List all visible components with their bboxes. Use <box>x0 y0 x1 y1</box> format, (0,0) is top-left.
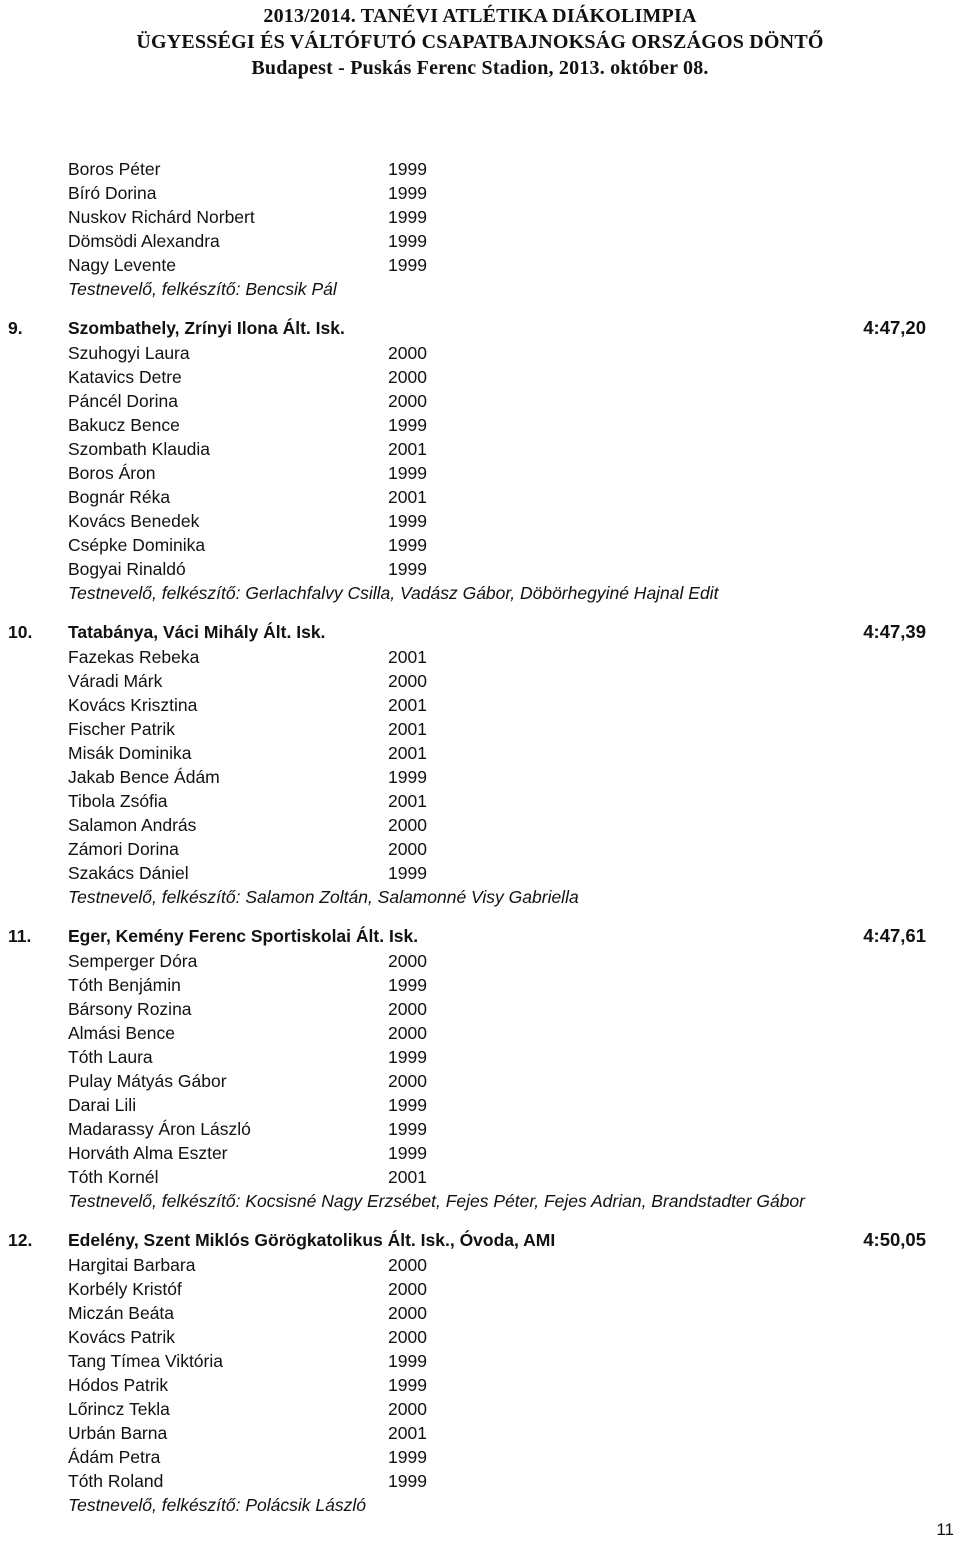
member-year: 2001 <box>388 439 427 459</box>
coach-row <box>0 885 960 909</box>
member-name: Szombath Klaudia <box>68 439 211 459</box>
coach-text: Testnevelő, felkészítő: Bencsik Pál <box>68 279 337 299</box>
team-header <box>0 1227 960 1253</box>
member-row <box>0 1045 960 1069</box>
member-row <box>0 997 960 1021</box>
member-name: Kovács Patrik <box>68 1327 175 1347</box>
team-block <box>0 315 960 605</box>
coach-row <box>0 1189 960 1213</box>
member-row <box>0 1253 960 1277</box>
team-name: Eger, Kemény Ferenc Sportiskolai Ált. Isk. <box>68 926 419 946</box>
member-row <box>0 645 960 669</box>
member-year: 1999 <box>388 559 427 579</box>
member-name: Pulay Mátyás Gábor <box>68 1071 227 1091</box>
member-year: 2001 <box>388 791 427 811</box>
member-row <box>0 229 960 253</box>
member-row <box>0 437 960 461</box>
member-name: Korbély Kristóf <box>68 1279 182 1299</box>
member-row <box>0 1397 960 1421</box>
member-year: 2000 <box>388 671 427 691</box>
member-year: 1999 <box>388 207 427 227</box>
coach-row <box>0 581 960 605</box>
member-year: 2001 <box>388 719 427 739</box>
team-time: 4:47,20 <box>863 317 926 338</box>
member-name: Tóth Roland <box>68 1471 164 1491</box>
member-name: Szakács Dániel <box>68 863 189 883</box>
team-header <box>0 923 960 949</box>
member-year: 1999 <box>388 255 427 275</box>
member-name: Misák Dominika <box>68 743 192 763</box>
member-year: 1999 <box>388 535 427 555</box>
member-year: 1999 <box>388 511 427 531</box>
member-name: Nuskov Richárd Norbert <box>68 207 255 227</box>
member-name: Kovács Krisztina <box>68 695 198 715</box>
member-row <box>0 1349 960 1373</box>
member-year: 2000 <box>388 1327 427 1347</box>
member-name: Váradi Márk <box>68 671 163 691</box>
member-year: 2000 <box>388 1023 427 1043</box>
member-name: Lőrincz Tekla <box>68 1399 170 1419</box>
member-year: 1999 <box>388 463 427 483</box>
team-block <box>0 619 960 909</box>
member-year: 1999 <box>388 1143 427 1163</box>
team-time: 4:47,61 <box>863 925 926 946</box>
team-header <box>0 315 960 341</box>
member-row <box>0 1165 960 1189</box>
member-name: Jakab Bence Ádám <box>68 767 220 787</box>
member-name: Hargitai Barbara <box>68 1255 196 1275</box>
member-row <box>0 533 960 557</box>
member-year: 2001 <box>388 1167 427 1187</box>
document-header <box>0 3 960 81</box>
member-row <box>0 1421 960 1445</box>
member-row <box>0 717 960 741</box>
member-name: Salamon András <box>68 815 197 835</box>
member-row <box>0 1373 960 1397</box>
team-rank: 11. <box>8 926 32 946</box>
member-year: 2001 <box>388 743 427 763</box>
member-name: Tóth Kornél <box>68 1167 159 1187</box>
member-name: Bakucz Bence <box>68 415 180 435</box>
team-rank: 10. <box>8 622 33 642</box>
member-name: Urbán Barna <box>68 1423 168 1443</box>
team-name: Szombathely, Zrínyi Ilona Ált. Isk. <box>68 318 345 338</box>
member-row <box>0 341 960 365</box>
member-row <box>0 1021 960 1045</box>
member-name: Almási Bence <box>68 1023 175 1043</box>
member-name: Hódos Patrik <box>68 1375 169 1395</box>
member-row <box>0 741 960 765</box>
results-list <box>0 157 960 1517</box>
member-year: 1999 <box>388 1447 427 1467</box>
coach-row <box>0 277 960 301</box>
member-year: 2001 <box>388 1423 427 1443</box>
member-row <box>0 509 960 533</box>
coach-text: Testnevelő, felkészítő: Kocsisné Nagy Erzsébet, Fejes Péter, Fejes Adrian, Brandstadter Gábor <box>68 1191 805 1211</box>
member-row <box>0 973 960 997</box>
member-year: 2000 <box>388 1279 427 1299</box>
member-name: Dömsödi Alexandra <box>68 231 220 251</box>
header-venue-date: Budapest - Puskás Ferenc Stadion, 2013. október 08. <box>251 57 709 79</box>
member-name: Madarassy Áron László <box>68 1119 251 1139</box>
team-time: 4:47,39 <box>863 621 926 642</box>
member-year: 2000 <box>388 343 427 363</box>
member-row <box>0 837 960 861</box>
member-row <box>0 1141 960 1165</box>
member-year: 1999 <box>388 231 427 251</box>
member-year: 1999 <box>388 1375 427 1395</box>
member-row <box>0 181 960 205</box>
member-row <box>0 1069 960 1093</box>
member-name: Fazekas Rebeka <box>68 647 200 667</box>
team-block <box>0 1227 960 1517</box>
member-row <box>0 485 960 509</box>
member-row <box>0 413 960 437</box>
member-name: Bársony Rozina <box>68 999 192 1019</box>
member-row <box>0 253 960 277</box>
member-name: Semperger Dóra <box>68 951 198 971</box>
member-row <box>0 861 960 885</box>
coach-text: Testnevelő, felkészítő: Gerlachfalvy Csilla, Vadász Gábor, Döbörhegyiné Hajnal Edit <box>68 583 719 603</box>
member-year: 2000 <box>388 951 427 971</box>
member-name: Bíró Dorina <box>68 183 157 203</box>
member-row <box>0 157 960 181</box>
continued-team-block <box>0 157 960 301</box>
member-year: 1999 <box>388 975 427 995</box>
header-subtitle: ÜGYESSÉGI ÉS VÁLTÓFUTÓ CSAPATBAJNOKSÁG ORSZÁGOS DÖNTŐ <box>136 31 824 53</box>
team-rank: 12. <box>8 1230 33 1250</box>
member-year: 2000 <box>388 367 427 387</box>
member-year: 1999 <box>388 1095 427 1115</box>
member-row <box>0 365 960 389</box>
member-year: 1999 <box>388 183 427 203</box>
member-row <box>0 1117 960 1141</box>
member-year: 2000 <box>388 839 427 859</box>
member-row <box>0 813 960 837</box>
member-year: 1999 <box>388 159 427 179</box>
member-name: Katavics Detre <box>68 367 182 387</box>
member-year: 2001 <box>388 647 427 667</box>
member-row <box>0 557 960 581</box>
member-name: Ádám Petra <box>68 1447 161 1467</box>
team-block <box>0 923 960 1213</box>
member-name: Horváth Alma Eszter <box>68 1143 228 1163</box>
member-year: 1999 <box>388 767 427 787</box>
member-year: 2001 <box>388 487 427 507</box>
member-row <box>0 205 960 229</box>
member-name: Tang Tímea Viktória <box>68 1351 223 1371</box>
member-name: Boros Áron <box>68 463 156 483</box>
coach-text: Testnevelő, felkészítő: Polácsik László <box>68 1495 366 1515</box>
member-row <box>0 461 960 485</box>
member-name: Szuhogyi Laura <box>68 343 190 363</box>
coach-text: Testnevelő, felkészítő: Salamon Zoltán, Salamonné Visy Gabriella <box>68 887 579 907</box>
member-name: Zámori Dorina <box>68 839 179 859</box>
member-name: Fischer Patrik <box>68 719 175 739</box>
member-year: 2000 <box>388 815 427 835</box>
member-name: Tóth Laura <box>68 1047 153 1067</box>
member-name: Tóth Benjámin <box>68 975 181 995</box>
member-year: 2000 <box>388 999 427 1019</box>
member-row <box>0 1445 960 1469</box>
member-year: 1999 <box>388 1351 427 1371</box>
member-row <box>0 765 960 789</box>
coach-row <box>0 1493 960 1517</box>
member-year: 2001 <box>388 695 427 715</box>
member-name: Nagy Levente <box>68 255 176 275</box>
member-name: Bogyai Rinaldó <box>68 559 186 579</box>
member-name: Miczán Beáta <box>68 1303 175 1323</box>
member-year: 2000 <box>388 391 427 411</box>
page-number: 11 <box>936 1520 954 1539</box>
member-year: 1999 <box>388 863 427 883</box>
member-row <box>0 1277 960 1301</box>
member-row <box>0 1469 960 1493</box>
member-row <box>0 789 960 813</box>
member-name: Boros Péter <box>68 159 161 179</box>
header-title: 2013/2014. TANÉVI ATLÉTIKA DIÁKOLIMPIA <box>263 5 697 27</box>
member-row <box>0 949 960 973</box>
member-year: 1999 <box>388 1471 427 1491</box>
team-name: Edelény, Szent Miklós Görögkatolikus Ált. Isk., Óvoda, AMI <box>68 1230 556 1250</box>
member-year: 2000 <box>388 1399 427 1419</box>
member-year: 1999 <box>388 1119 427 1139</box>
member-year: 2000 <box>388 1071 427 1091</box>
member-year: 2000 <box>388 1255 427 1275</box>
member-row <box>0 669 960 693</box>
member-row <box>0 389 960 413</box>
member-row <box>0 1093 960 1117</box>
member-row <box>0 1301 960 1325</box>
member-name: Páncél Dorina <box>68 391 178 411</box>
member-name: Kovács Benedek <box>68 511 200 531</box>
member-name: Tibola Zsófia <box>68 791 168 811</box>
team-time: 4:50,05 <box>863 1229 926 1250</box>
member-year: 1999 <box>388 1047 427 1067</box>
member-row <box>0 1325 960 1349</box>
member-row <box>0 693 960 717</box>
team-header <box>0 619 960 645</box>
team-rank: 9. <box>8 318 23 338</box>
member-name: Csépke Dominika <box>68 535 206 555</box>
member-year: 1999 <box>388 415 427 435</box>
team-name: Tatabánya, Váci Mihály Ált. Isk. <box>68 622 326 642</box>
member-name: Darai Lili <box>68 1095 137 1115</box>
member-name: Bognár Réka <box>68 487 171 507</box>
member-year: 2000 <box>388 1303 427 1323</box>
